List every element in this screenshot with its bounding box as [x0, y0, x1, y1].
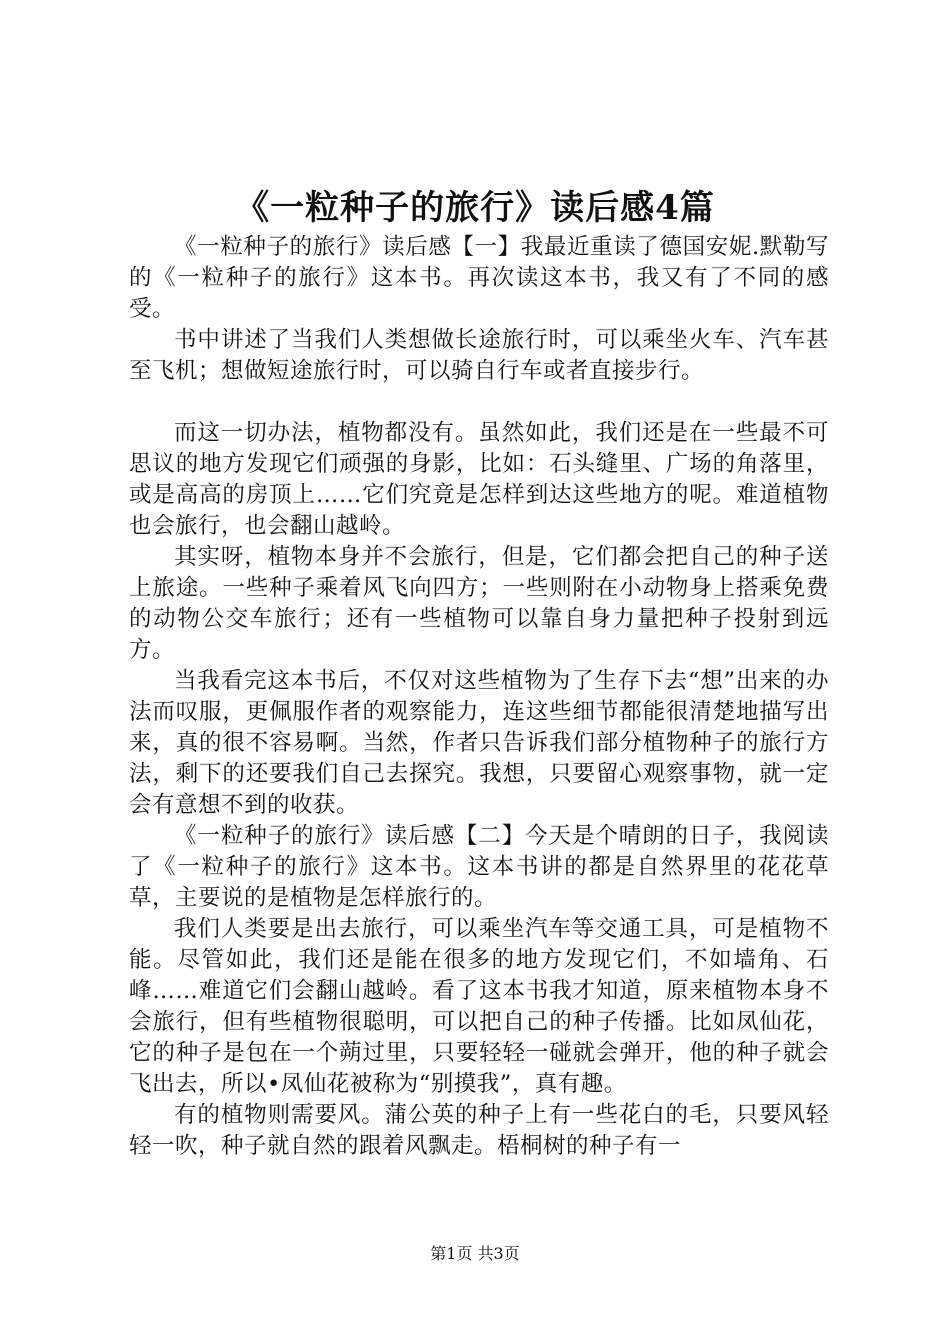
paragraph: 其实呀，植物本身并不会旅行，但是，它们都会把自己的种子送上旅途。一些种子乘着风飞向四方；一些则附在小动物身上搭乘免费的动物公交车旅行；还有一些植物可以靠自身力量把种子投射到远方。	[129, 544, 829, 663]
paragraph: 当我看完这本书后，不仅对这些植物为了生存下去“想”出来的办法而叹服，更佩服作者的观察能力，连这些细节都能很清楚地描写出来，真的很不容易啊。当然，作者只告诉我们部分植物种子的旅行方法，剩下的还要我们自己去探究。我想，只要留心观察事物，就一定会有意想不到的收获。	[129, 668, 829, 818]
paragraph: 《一粒种子的旅行》读后感【二】今天是个晴朗的日子，我阅读了《一粒种子的旅行》这本书。这本书讲的都是自然界里的花花草草，主要说的是植物是怎样旅行的。	[129, 823, 829, 911]
document-body	[129, 232, 829, 1162]
paragraph: 而这一切办法，植物都没有。虽然如此，我们还是在一些最不可思议的地方发现它们顽强的身影，比如：石头缝里、广场的角落里，或是高高的房顶上……它们究竟是怎样到达这些地方的呢。难道植物也会旅行，也会翻山越岭。	[129, 420, 829, 539]
paragraph: 《一粒种子的旅行》读后感【一】我最近重读了德国安妮.默勒写的《一粒种子的旅行》这本书。再次读这本书，我又有了不同的感受。	[129, 234, 829, 322]
paragraph: 我们人类要是出去旅行，可以乘坐汽车等交通工具，可是植物不能。尽管如此，我们还是能在很多的地方发现它们，不如墙角、石峰……难道它们会翻山越岭。看了这本书我才知道，原来植物本身不会旅行，但有些植物很聪明，可以把自己的种子传播。比如凤仙花，它的种子是包在一个蒴过里，只要轻轻一碰就会弹开，他的种子就会飞出去，所以•凤仙花被称为“别摸我”，真有趣。	[129, 916, 829, 1097]
paragraph: 书中讲述了当我们人类想做长途旅行时，可以乘坐火车、汽车甚至飞机；想做短途旅行时，可以骑自行车或者直接步行。	[129, 327, 829, 384]
document-title: 《一粒种子的旅行》读后感4篇	[235, 188, 715, 228]
page-footer: 第1页 共3页	[430, 1244, 520, 1263]
paragraph: 有的植物则需要风。蒲公英的种子上有一些花白的毛，只要风轻轻一吹，种子就自然的跟着风飘走。梧桐树的种子有一	[129, 1102, 829, 1159]
